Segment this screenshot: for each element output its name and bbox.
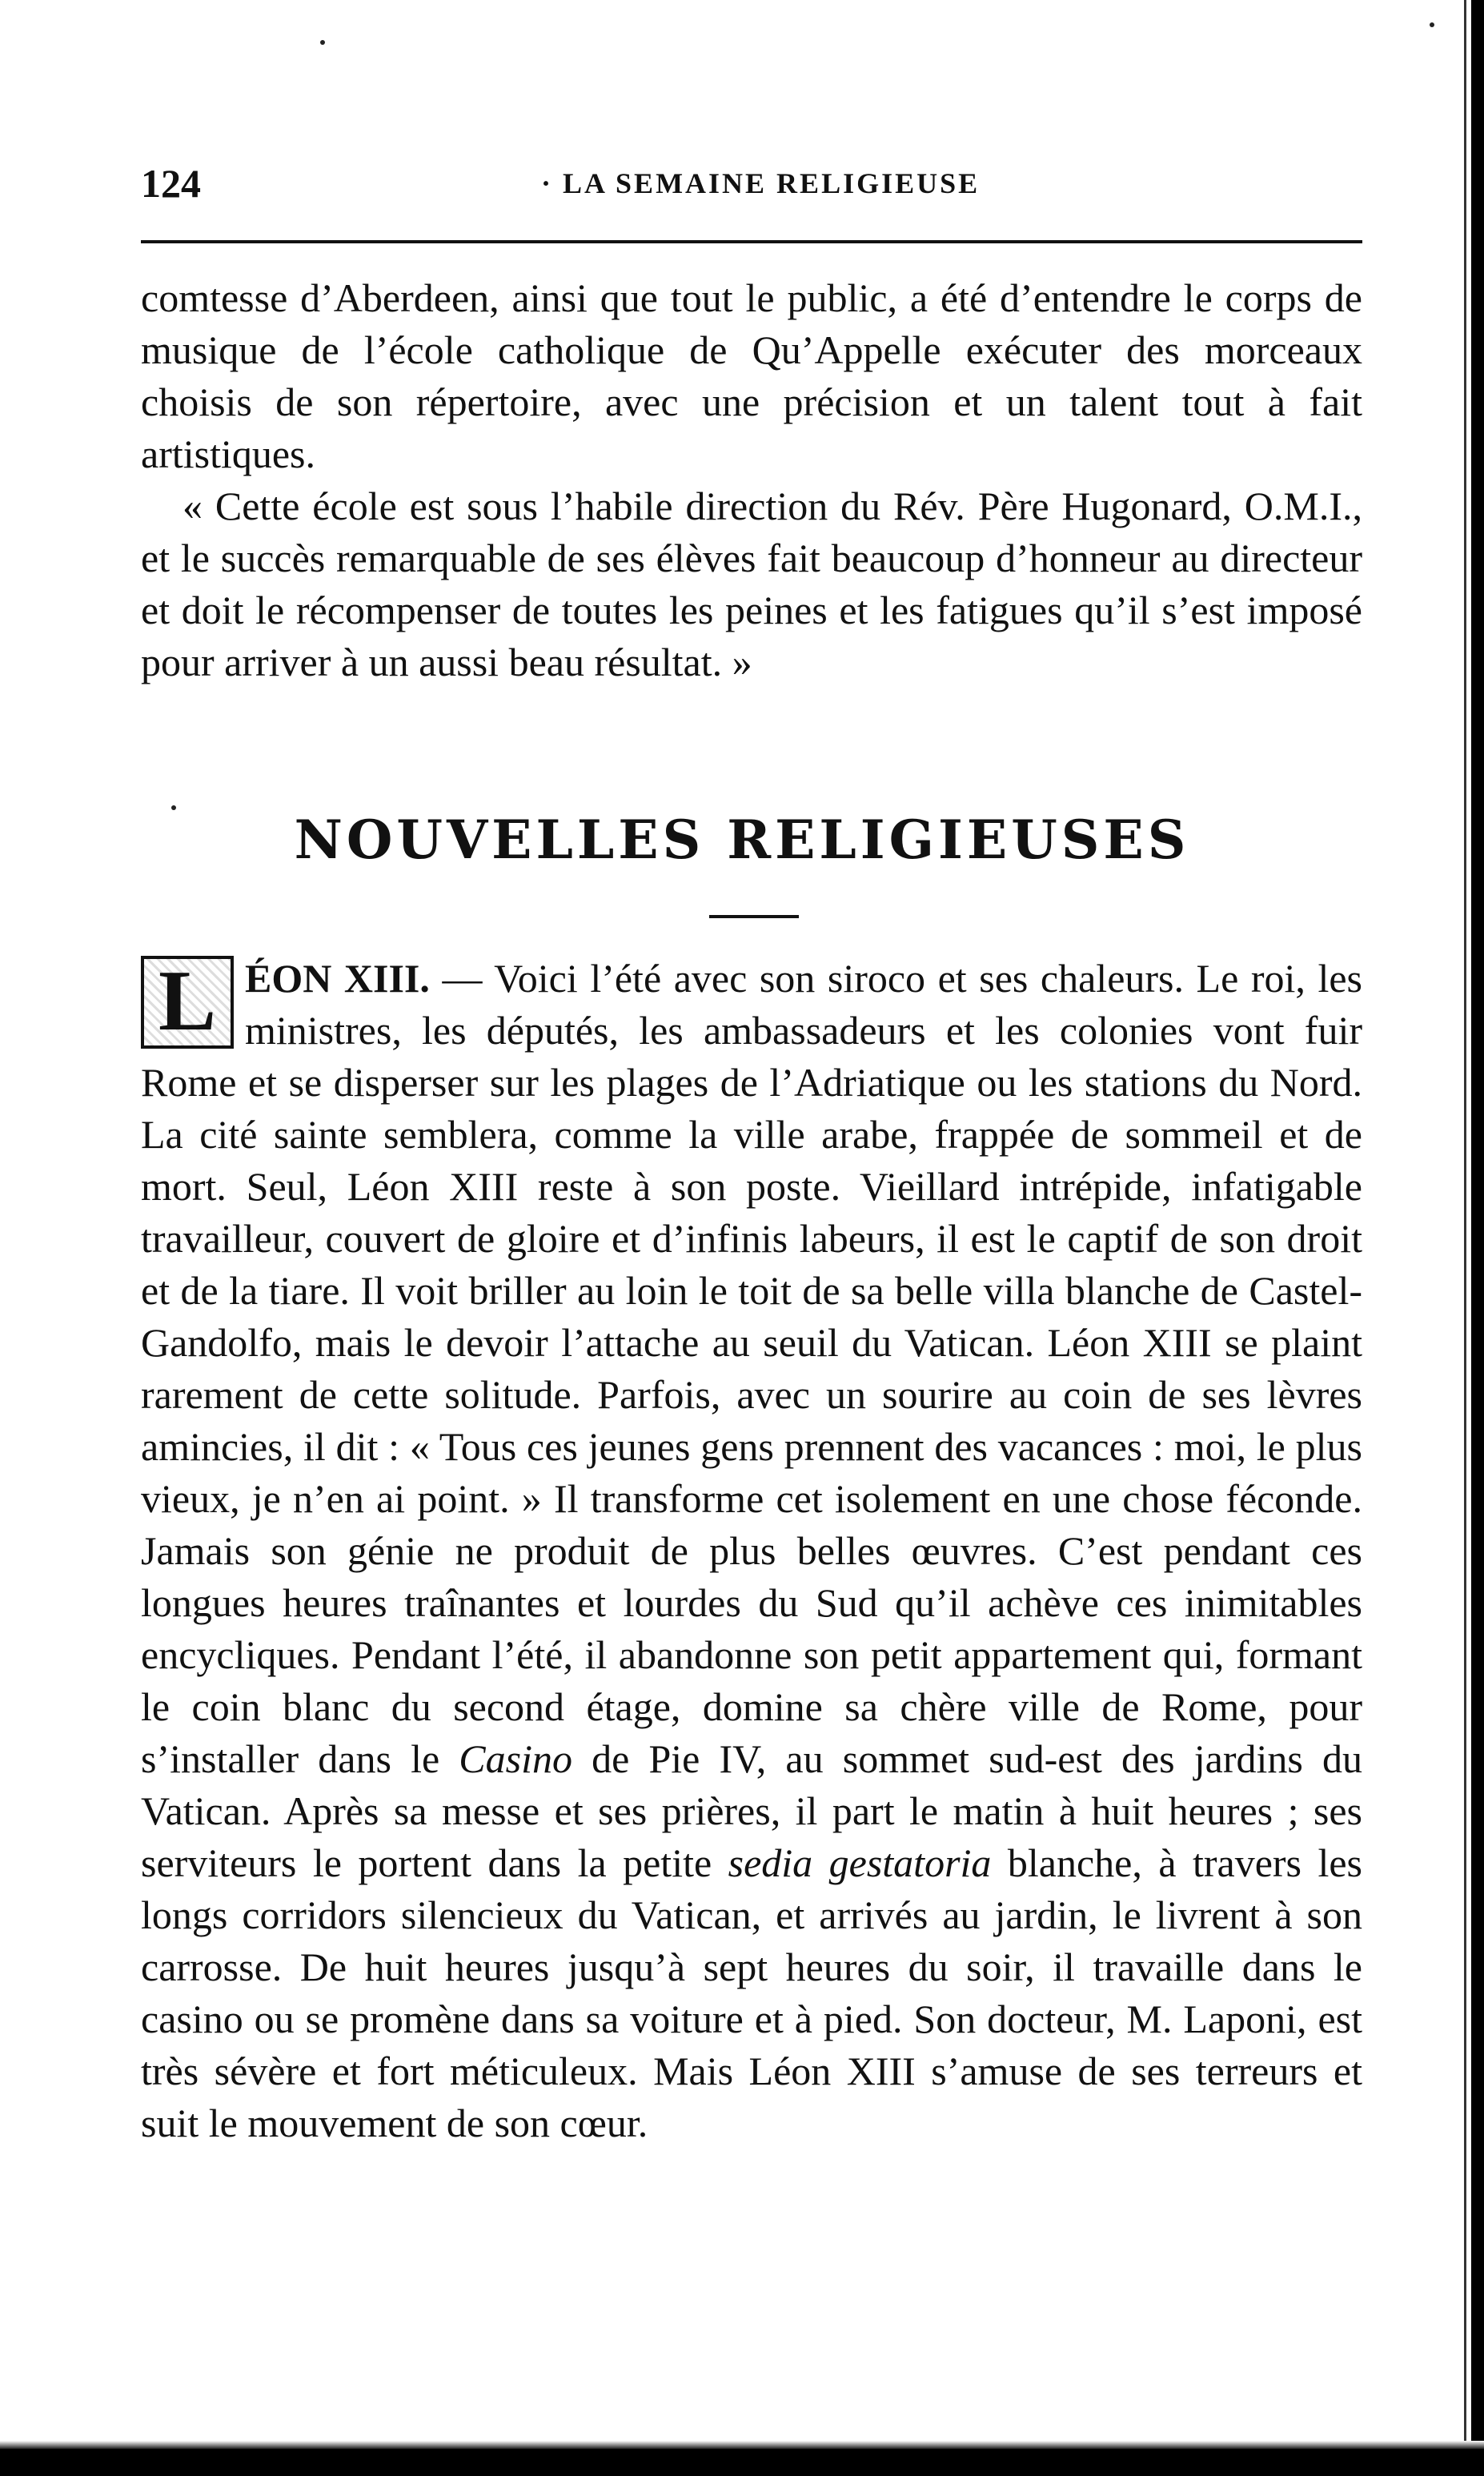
page-edge-shadow [1471, 0, 1484, 2476]
section-title: NOUVELLES RELIGIEUSES [294, 809, 1190, 871]
article-text-part-3: blanche, à travers les longs corridors silencieux du Vatican, et arrivés au jardin, le livrent à son carrosse. De huit heures jusqu’à sept heures du soir, il travaille dans le casino ou se promène dans sa voiture et à pied. Son docteur, M. Laponi, est très sévère et fort méticuleux. Mais Léon XIII s’amuse de ses terreurs et suit le mouvement de son cœur. [141, 1840, 1363, 2145]
intro-paragraph-2: « Cette école est sous l’habile direction du Rév. Père Hugonard, O.M.I., et le succès remarquable de ses élèves fait beaucoup d’honneur au directeur et doit le récompenser de toutes les peines et les fatigues qu’il s’est imposé pour arriver à un aussi beau résultat. » [141, 484, 1362, 684]
article-lead: ÉON XIII. [245, 956, 430, 1001]
article-italic-sedia: sedia gestatoria [728, 1840, 992, 1885]
article-paragraph [141, 953, 1362, 2149]
intro-paragraph-1: comtesse d’Aberdeen, ainsi que tout le public, a été d’entendre le corps de musique de l’école catholique de Qu’Appelle exécuter des morceaux choisis de son répertoire, avec une précision et un talent tout à fait artistiques. [141, 275, 1362, 476]
scan-speck [1430, 22, 1434, 27]
intro-text [141, 272, 1362, 688]
scan-speck [320, 40, 325, 45]
page-edge-line [1464, 0, 1466, 2476]
bottom-edge-fade [0, 2441, 1484, 2449]
article-text-part-2: de Pie IV, au sommet sud-est des jardins du Vatican. Après sa messe et ses prières, il part le matin à huit heures ; ses serviteurs le portent dans la petite [141, 1736, 1362, 1885]
article-italic-casino: Casino [459, 1736, 572, 1781]
bottom-edge-shadow [0, 2449, 1484, 2476]
article-text-part-1: — Voici l’été avec son siroco et ses chaleurs. Le roi, les ministres, les députés, les ambassadeurs et les colonies vont fuir Rome et se disperser sur les plages de l’Adriatique ou les stations du Nord. La cité sainte semblera, comme la ville arabe, frappée de sommeil et de mort. Seul, Léon XIII reste à son poste. Vieillard intrépide, infatigable travailleur, couvert de gloire et d’infinis labeurs, il est le captif de son droit et de la tiare. Il voit briller au loin le toit de sa belle villa blanche de Castel-Gandolfo, mais le devoir l’attache au seuil du Vatican. Léon XIII se plaint rarement de cette solitude. Parfois, avec un sourire au coin de ses lèvres amincies, il dit : « Tous ces jeunes gens prennent des vacances : moi, le plus vieux, je n’en ai point. » Il transforme cet isolement en une chose féconde. Jamais son génie ne produit de plus belles œuvres. C’est pendant ces longues heures traînantes et lourdes du Sud qu’il achève ces inimitables encycliques. Pendant l’été, il abandonne son petit appartement qui, formant le coin blanc du second étage, domine sa chère ville de Rome, pour s’installer dans le [141, 956, 1362, 1781]
article-text [141, 953, 1362, 2149]
page-number: 124 [141, 161, 201, 206]
running-title: · LA SEMAINE RELIGIEUSE [541, 167, 981, 199]
page-header [141, 160, 1362, 208]
title-rule [709, 915, 799, 918]
scan-speck [171, 805, 176, 810]
header-rule [141, 240, 1362, 243]
dropcap-ornament: L [141, 956, 234, 1049]
